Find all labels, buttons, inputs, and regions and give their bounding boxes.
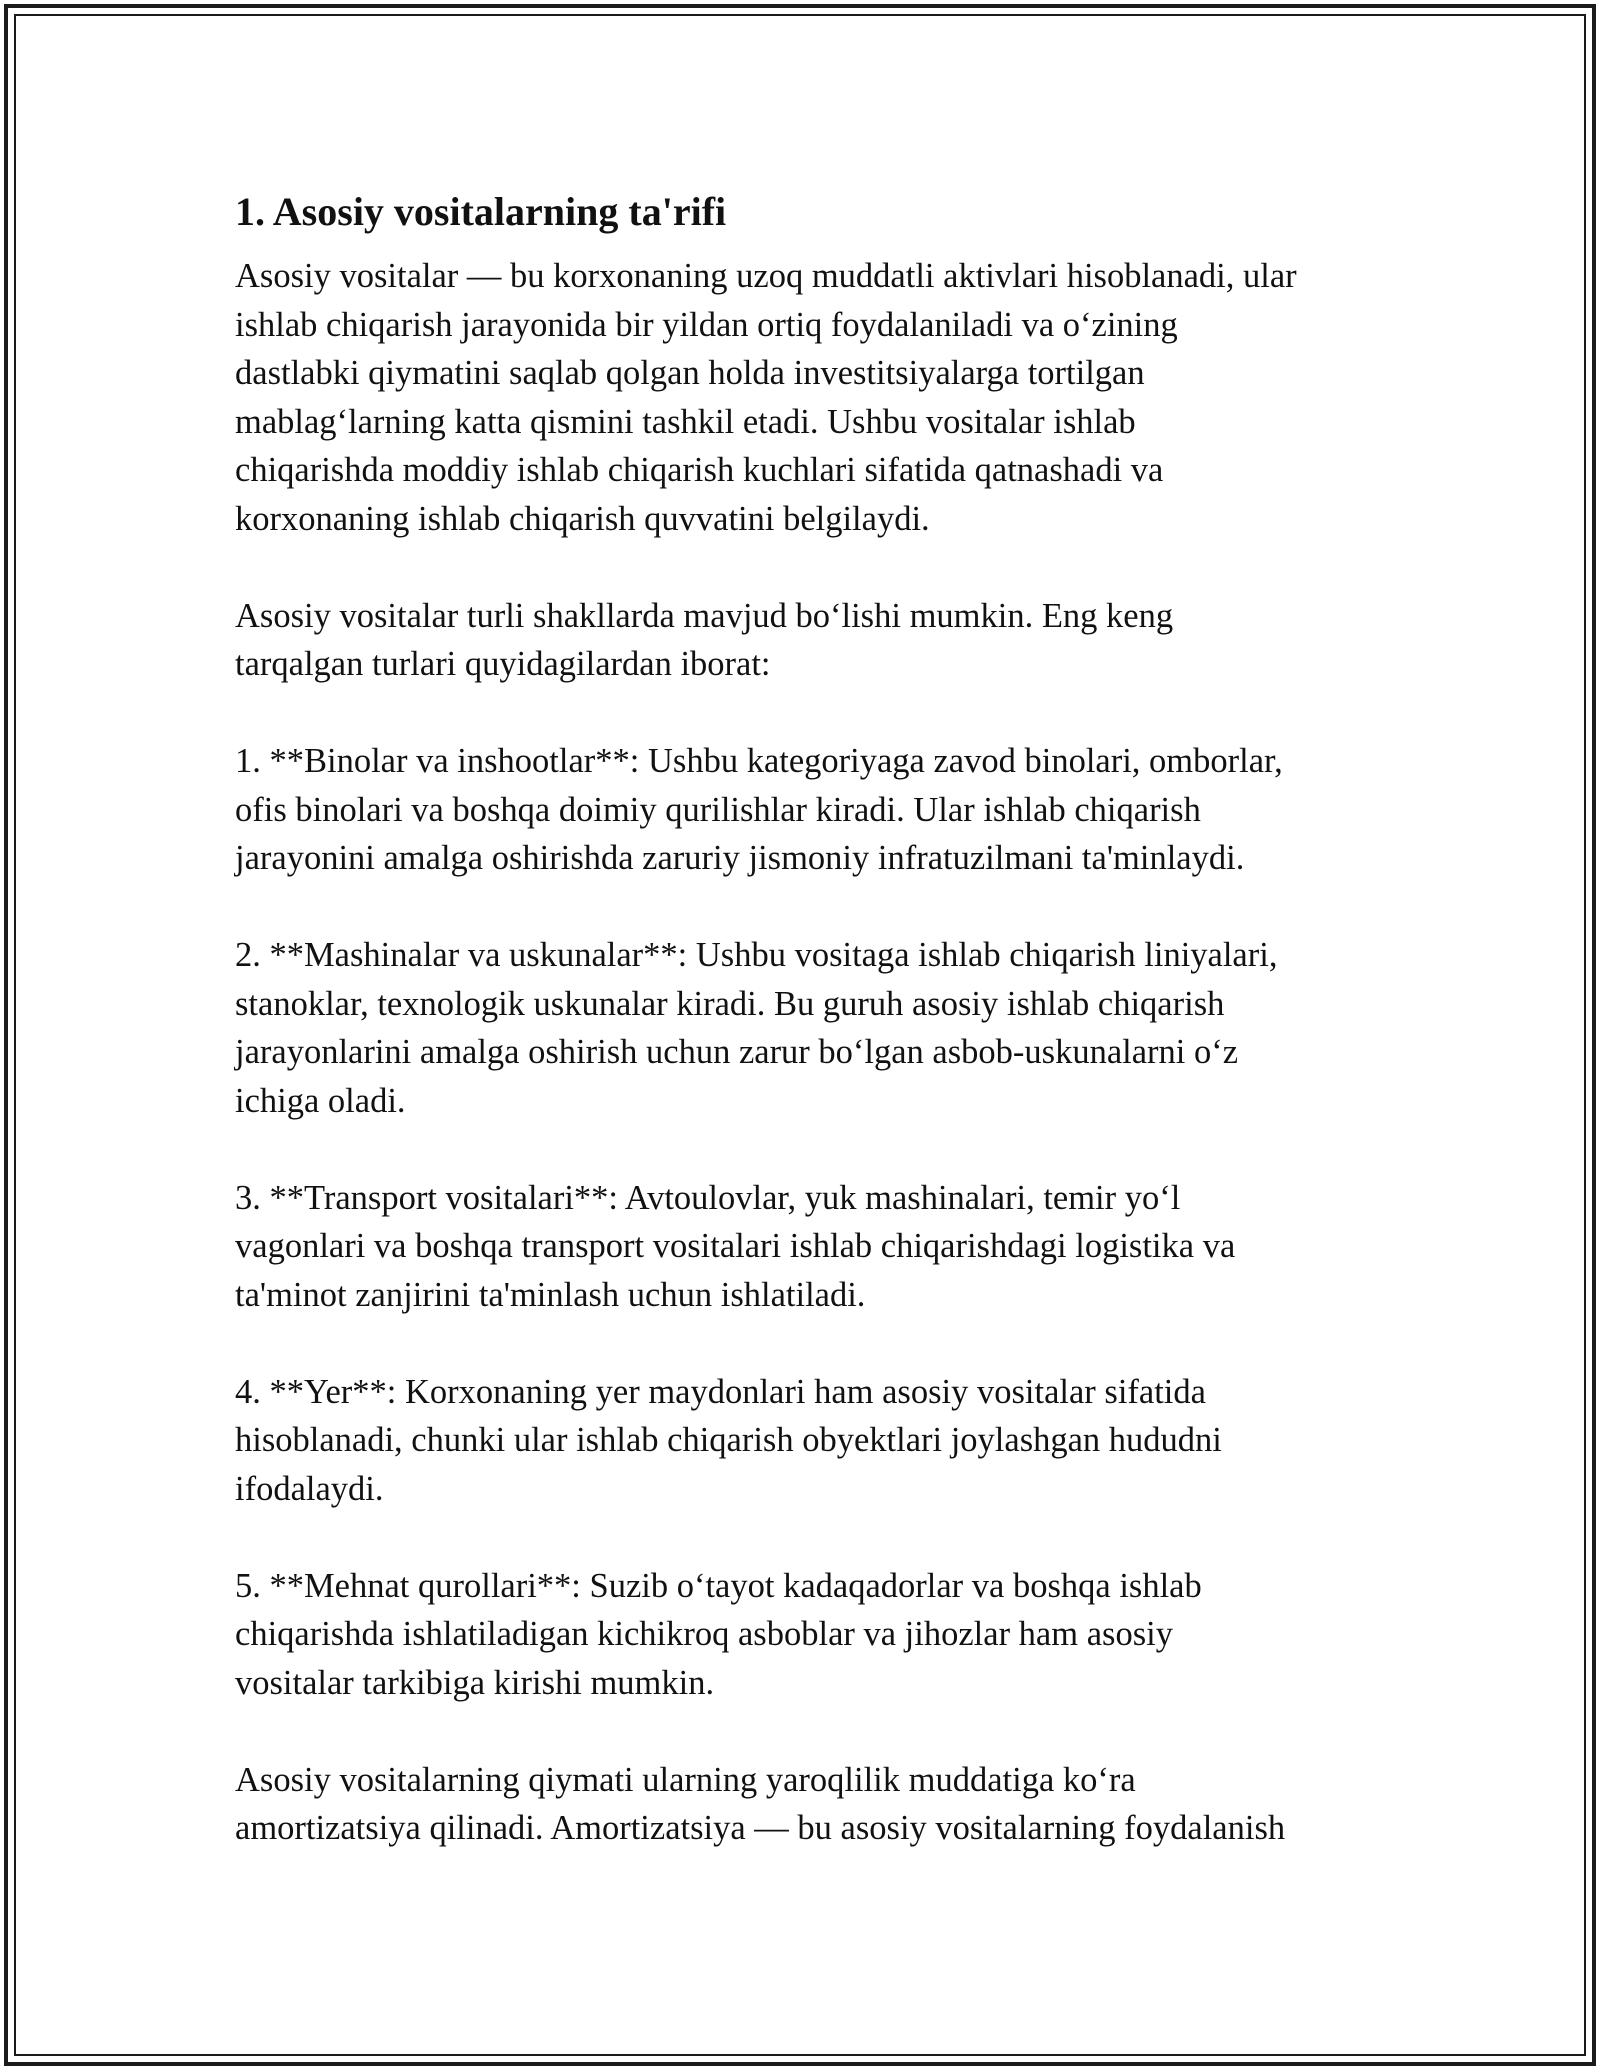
section-heading: 1. Asosiy vositalarning ta'rifi [235, 189, 727, 234]
text-line: 1. **Binolar va inshootlar**: Ushbu kategoriyaga zavod binolari, omborlar, [235, 742, 1283, 780]
paragraph-types-intro [235, 592, 1375, 689]
text-line: dastlabki qiymatini saqlab qolgan holda investitsiyalarga tortilgan [235, 354, 1145, 392]
text-line: ofis binolari va boshqa doimiy qurilishlar kiradi. Ular ishlab chiqarish [235, 790, 1201, 829]
list-item-buildings [235, 737, 1375, 883]
text-line: 2. **Mashinalar va uskunalar**: Ushbu vositaga ishlab chiqarish liniyalari, [235, 936, 1278, 974]
text-line: stanoklar, texnologik uskunalar kiradi. Bu guruh asosiy ishlab chiqarish [235, 984, 1225, 1023]
text-line: chiqarishda ishlatiladigan kichikroq asboblar va jihozlar ham asosiy [235, 1615, 1173, 1653]
paragraph-amortization [235, 1756, 1375, 1853]
list-item-machinery [235, 931, 1375, 1125]
text-line: 3. **Transport vositalari**: Avtoulovlar, yuk mashinalari, temir yo‘l [235, 1178, 1181, 1217]
text-line: ta'minot zanjirini ta'minlash uchun ishlatiladi. [235, 1275, 866, 1314]
text-line: hisoblanadi, chunki ular ishlab chiqarish obyektlari joylashgan hududni [235, 1421, 1222, 1459]
list-item-tools [235, 1562, 1375, 1708]
text-line: vagonlari va boshqa transport vositalari ishlab chiqarishdagi logistika va [235, 1227, 1236, 1265]
text-line: ishlab chiqarish jarayonida bir yildan ortiq foydalaniladi va o‘zining [235, 305, 1178, 344]
text-line: amortizatsiya qilinadi. Amortizatsiya — bu asosiy vositalarning foydalanish [235, 1809, 1286, 1847]
text-line: jarayonini amalga oshirishda zaruriy jismoniy infratuzilmani ta'minlaydi. [235, 839, 1245, 877]
paragraph-definition [235, 252, 1375, 543]
text-line: Asosiy vositalar — bu korxonaning uzoq muddatli aktivlari hisoblanadi, ular [235, 257, 1297, 295]
text-line: 4. **Yer**: Korxonaning yer maydonlari ham asosiy vositalar sifatida [235, 1372, 1206, 1411]
list-item-land [235, 1368, 1375, 1514]
document-body [235, 186, 1375, 1901]
text-line: 5. **Mehnat qurollari**: Suzib o‘tayot kadaqadorlar va boshqa ishlab [235, 1566, 1202, 1605]
text-line: chiqarishda moddiy ishlab chiqarish kuchlari sifatida qatnashadi va [235, 451, 1164, 489]
text-line: Asosiy vositalar turli shakllarda mavjud bo‘lishi mumkin. Eng keng [235, 596, 1174, 635]
text-line: mablag‘larning katta qismini tashkil etadi. Ushbu vositalar ishlab [235, 402, 1136, 441]
list-item-transport [235, 1174, 1375, 1320]
text-line: vositalar tarkibiga kirishi mumkin. [235, 1663, 715, 1702]
text-line: tarqalgan turlari quyidagilardan iborat: [235, 645, 771, 683]
text-line: jarayonlarini amalga oshirish uchun zarur bo‘lgan asbob-uskunalarni o‘z [235, 1033, 1239, 1071]
text-line: korxonaning ishlab chiqarish quvvatini belgilaydi. [235, 499, 930, 538]
text-line: ichiga oladi. [235, 1081, 406, 1120]
text-line: ifodalaydi. [235, 1469, 384, 1508]
text-line: Asosiy vositalarning qiymati ularning yaroqlilik muddatiga ko‘ra [235, 1760, 1136, 1799]
